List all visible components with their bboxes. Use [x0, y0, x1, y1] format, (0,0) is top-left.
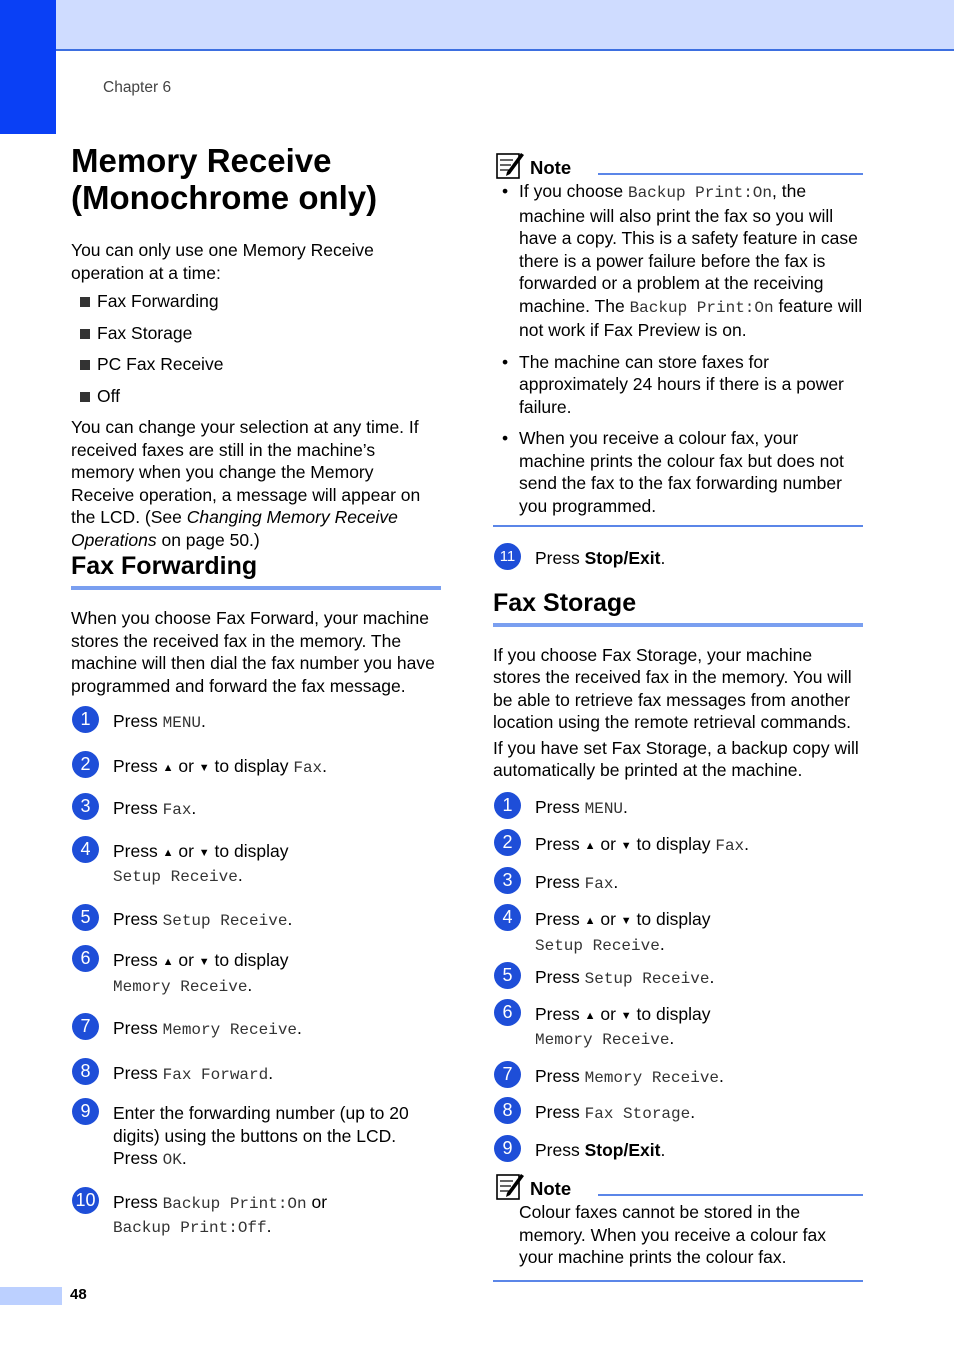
down-arrow-icon: ▼	[620, 1009, 632, 1022]
note-header	[493, 150, 863, 180]
fax-storage-steps	[493, 796, 863, 1162]
down-arrow-icon: ▼	[198, 761, 210, 774]
step-number-badge: 9	[72, 1098, 99, 1125]
step-number-badge: 2	[72, 751, 99, 778]
step-number-badge: 9	[494, 1135, 521, 1162]
note-text: Colour faxes cannot be stored in the memory. When you receive a colour fax your machine prints the colour fax.	[519, 1202, 827, 1267]
step-number-badge: 1	[494, 792, 521, 819]
note-label: Note	[530, 1178, 572, 1199]
up-arrow-icon: ▲	[162, 846, 174, 859]
change-selection-paragraph: You can change your selection at any time. If received faxes are still in the machine’s memory when you change the Memory Receive operation, a message will appear on the LCD. (See Changing Memory Receive Operations on page 50.)	[71, 417, 421, 550]
step-number-badge: 3	[72, 793, 99, 820]
cross-reference: Changing Memory Receive Operations	[71, 507, 398, 550]
square-bullet-icon	[80, 392, 90, 402]
down-arrow-icon: ▼	[620, 915, 632, 927]
note-header	[493, 1171, 863, 1201]
step-number-badge: 7	[72, 1013, 99, 1040]
note-pencil-icon	[495, 1171, 525, 1201]
step-number-badge: 2	[494, 829, 521, 856]
note-body	[493, 180, 863, 517]
intro-paragraph: You can only use one Memory Receive operation at a time:	[71, 240, 374, 283]
fax-forwarding-paragraph: When you choose Fax Forward, your machine stores the received fax in the memory. The machine will then dial the fax number you have programmed and forward the fax message.	[71, 608, 435, 696]
chapter-label: Chapter 6	[103, 79, 172, 96]
step-item: 1 Press MENU.	[71, 710, 441, 735]
step-number-badge: 1	[72, 706, 99, 733]
note-box	[493, 150, 863, 527]
step-number-badge: 8	[494, 1097, 521, 1124]
note-box	[493, 1171, 863, 1282]
step-number-badge: 8	[72, 1058, 99, 1085]
page-number-band	[0, 1287, 62, 1305]
step-item: 6 Press ▲ or ▼ to display Memory Receive.	[493, 1003, 863, 1052]
step-number-badge: 7	[494, 1061, 521, 1088]
list-item: • The machine can store faxes for approximately 24 hours if there is a power failure.	[519, 351, 863, 419]
list-item: PC Fax Receive	[71, 353, 441, 376]
receive-options-list	[71, 290, 441, 407]
step-item: 6 Press ▲ or ▼ to display Memory Receive.	[71, 949, 441, 998]
fax-storage-backup-paragraph: If you have set Fax Storage, a backup copy will automatically be printed at the machine.	[493, 737, 859, 780]
fax-storage-paragraph: If you choose Fax Storage, your machine stores the received fax in the memory. You will be able to retrieve fax messages from another location using the remote retrieval commands.	[493, 644, 852, 732]
list-item: Fax Storage	[71, 322, 441, 345]
up-arrow-icon: ▲	[162, 956, 174, 968]
step-item: 8 Press Fax Forward.	[71, 1062, 441, 1087]
header-band	[0, 0, 954, 51]
list-item: Fax Forwarding	[71, 290, 441, 313]
step-item: 2 Press ▲ or ▼ to display Fax.	[71, 755, 441, 780]
up-arrow-icon: ▲	[584, 915, 596, 927]
step-item: 7 Press Memory Receive.	[71, 1017, 441, 1042]
fax-forwarding-steps	[71, 710, 441, 1240]
step-number-badge: 11	[494, 543, 521, 570]
list-item: Off	[71, 385, 441, 408]
step-item: 3 Press Fax.	[493, 871, 863, 896]
step-item: 5 Press Setup Receive.	[493, 966, 863, 991]
note-rule	[598, 1194, 863, 1196]
step-number-badge: 4	[494, 904, 521, 931]
down-arrow-icon: ▼	[620, 840, 632, 852]
step-item: 3 Press Fax.	[71, 797, 441, 822]
list-item: • When you receive a colour fax, your machine prints the colour fax but does not send the fax to the fax forwarding number you programmed.	[519, 427, 863, 517]
step-number-badge: 5	[494, 962, 521, 989]
step-item: 11 Press Stop/Exit.	[493, 547, 863, 570]
step-item: 2 Press ▲ or ▼ to display Fax.	[493, 833, 863, 858]
step-item: 4 Press ▲ or ▼ to display Setup Receive.	[71, 840, 441, 889]
square-bullet-icon	[80, 329, 90, 339]
square-bullet-icon	[80, 360, 90, 370]
fax-forwarding-heading: Fax Forwarding	[71, 551, 441, 590]
list-item: • If you choose Backup Print:On, the machine will also print the fax so you will have a copy. This is a safety feature in case there is a power failure before the fax is forwarded or a problem at the receiving machine. The Backup Print:On feature will not work if Fax Preview is on.	[519, 180, 863, 342]
step-item: 10 Press Backup Print:On or Backup Print:Off.	[71, 1191, 441, 1240]
note-rule	[598, 173, 863, 175]
up-arrow-icon: ▲	[584, 1009, 596, 1022]
step-item: 7 Press Memory Receive.	[493, 1065, 863, 1090]
note-bullet-list	[519, 180, 863, 517]
step-item: 1 Press MENU.	[493, 796, 863, 821]
chapter-tab	[0, 0, 56, 134]
fax-storage-heading: Fax Storage	[493, 588, 863, 627]
step-number-badge: 6	[72, 945, 99, 972]
note-label: Note	[530, 157, 572, 178]
step-number-badge: 10	[72, 1187, 99, 1214]
note-pencil-icon	[495, 150, 525, 180]
up-arrow-icon: ▲	[162, 761, 174, 774]
step-number-badge: 4	[72, 836, 99, 863]
square-bullet-icon	[80, 297, 90, 307]
right-column	[493, 150, 863, 1282]
step-11-list	[493, 547, 863, 570]
step-item: 8 Press Fax Storage.	[493, 1101, 863, 1126]
step-item: 4 Press ▲ or ▼ to display Setup Receive.	[493, 908, 863, 957]
step-number-badge: 5	[72, 904, 99, 931]
step-number-badge: 6	[494, 999, 521, 1026]
step-item: 5 Press Setup Receive.	[71, 908, 441, 933]
note-body	[493, 1201, 863, 1269]
left-column	[71, 142, 441, 1240]
page-title: Memory Receive (Monochrome only)	[71, 142, 378, 216]
step-number-badge: 3	[494, 867, 521, 894]
down-arrow-icon: ▼	[198, 846, 210, 859]
step-item: 9 Enter the forwarding number (up to 20 digits) using the buttons on the LCD. Press OK.	[71, 1102, 441, 1172]
step-item: 9 Press Stop/Exit.	[493, 1139, 863, 1162]
down-arrow-icon: ▼	[198, 956, 210, 968]
page-number: 48	[70, 1286, 87, 1303]
up-arrow-icon: ▲	[584, 840, 596, 852]
